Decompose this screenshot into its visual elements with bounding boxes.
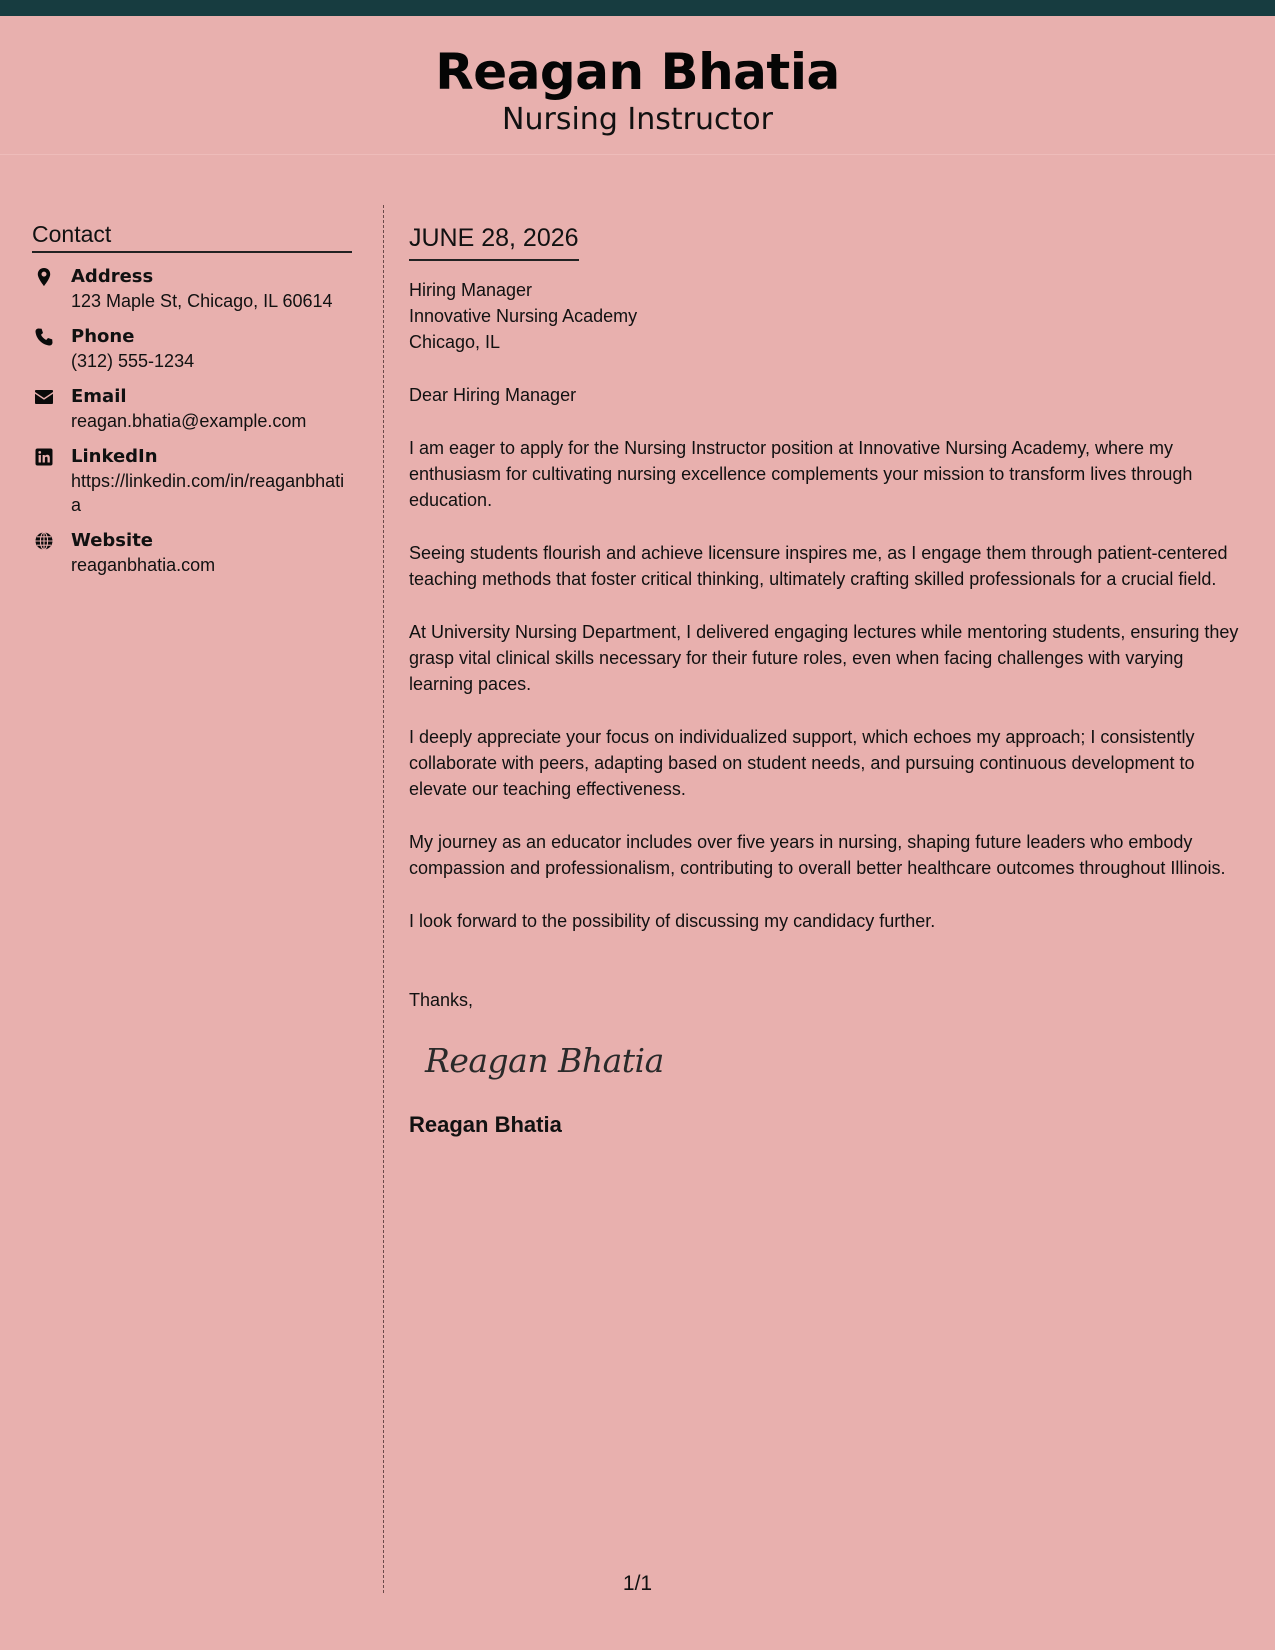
contact-address [32,265,352,313]
contact-website [32,529,352,577]
contact-value: (312) 555-1234 [71,351,195,371]
recipient-line: Innovative Nursing Academy [409,306,638,326]
applicant-name: Reagan Bhatia [435,43,840,101]
contact-link[interactable]: https://linkedin.com/in/reaganbhatia [71,471,345,515]
contact-sidebar [32,220,352,589]
letter-closing: Thanks, [409,990,474,1010]
letter-paragraph: At University Nursing Department, I delivered engaging lectures while mentoring students, ensuring they grasp vital clinical skills necessary for their future roles, even when facing challenges with varying learning paces. [409,622,1239,694]
map-pin-icon [34,267,54,287]
letter-greeting: Dear Hiring Manager [409,385,577,405]
letter-paragraph: I am eager to apply for the Nursing Instructor position at Innovative Nursing Academy, where my enthusiasm for cultivating nursing excellence complements your mission to transform lives through education. [409,438,1193,510]
contact-label: LinkedIn [71,446,158,467]
globe-icon [34,531,54,551]
letter-date: JUNE 28, 2026 [409,222,579,261]
applicant-title: Nursing Instructor [502,102,773,137]
page-number: 1/1 [622,1572,653,1595]
contact-label: Website [71,530,154,551]
recipient-line: Hiring Manager [409,280,533,300]
top-accent-bar [0,0,1275,16]
page-header [0,16,1275,155]
envelope-icon [34,387,54,407]
contact-label: Address [71,266,154,287]
contact-label: Email [71,386,127,407]
contact-linkedin [32,445,352,517]
recipient-block [409,277,1244,355]
contact-value: 123 Maple St, Chicago, IL 60614 [71,291,333,311]
recipient-line: Chicago, IL [409,332,501,352]
contact-value: reagan.bhatia@example.com [71,411,307,431]
letter-paragraph: I deeply appreciate your focus on individualized support, which echoes my approach; I consistently collaborate with peers, adapting based on student needs, and pursuing continuous development to elevate our teaching effectiveness. [409,727,1195,799]
letter-body [409,222,1244,1139]
letter-paragraph: My journey as an educator includes over five years in nursing, shaping future leaders who embody compassion and professionalism, contributing to overall better healthcare outcomes throughout Illinois. [409,832,1226,878]
column-divider [383,205,384,1593]
phone-icon [34,327,54,347]
contact-label: Phone [71,326,135,347]
letter-paragraph: I look forward to the possibility of discussing my candidacy further. [409,911,936,931]
contact-email [32,385,352,433]
contact-heading: Contact [32,220,352,253]
linkedin-icon [34,447,54,467]
handwritten-signature: Reagan Bhatia [425,1041,664,1080]
contact-link[interactable]: reaganbhatia.com [71,555,216,575]
letter-paragraph: Seeing students flourish and achieve licensure inspires me, as I engage them through patient-centered teaching methods that foster critical thinking, ultimately crafting skilled professionals for a crucial field. [409,543,1228,589]
contact-phone [32,325,352,373]
signed-name: Reagan Bhatia [409,1112,562,1137]
